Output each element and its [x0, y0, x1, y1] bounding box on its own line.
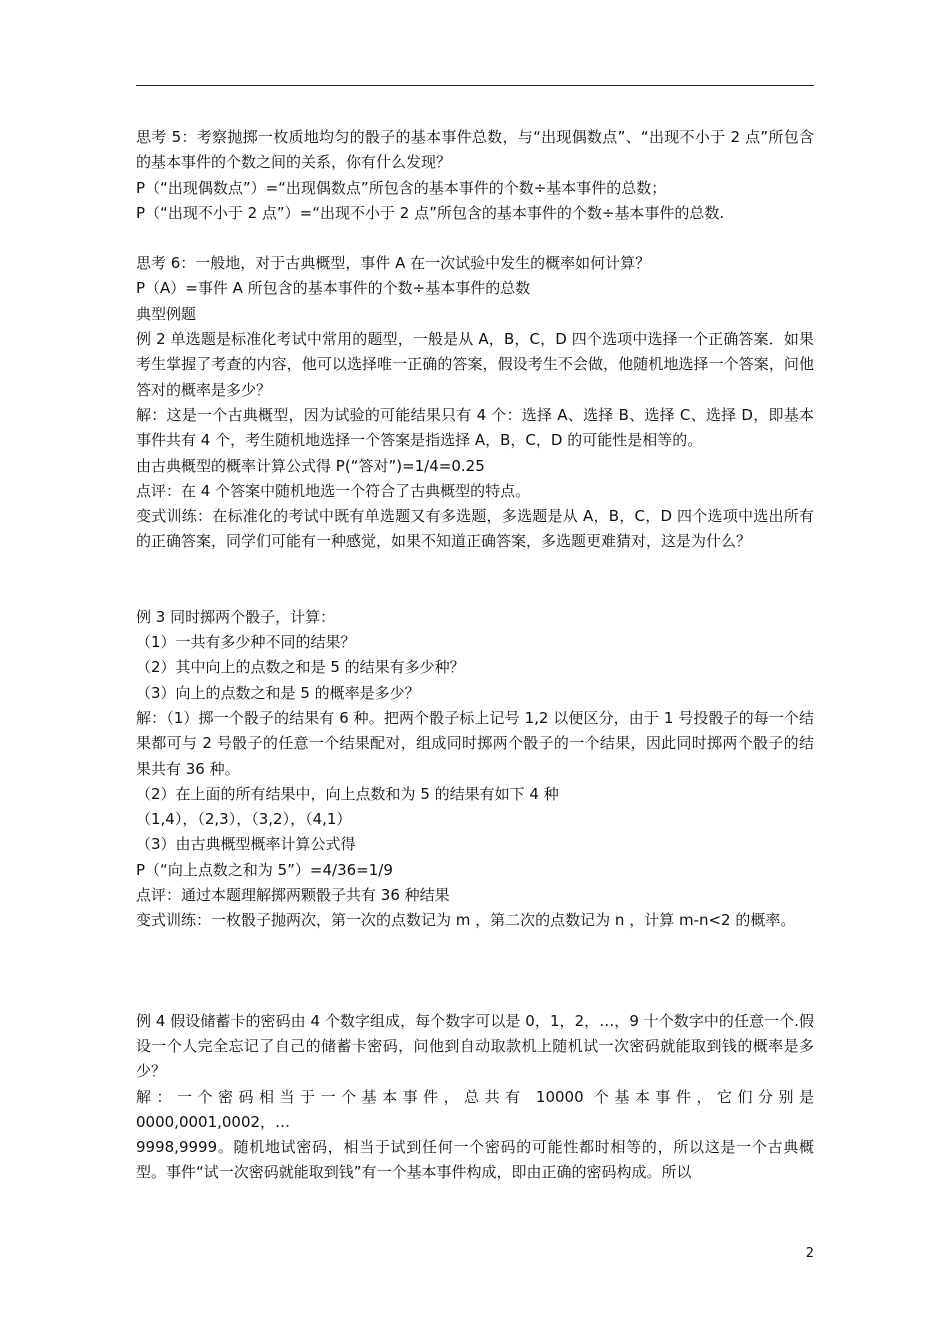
- document-body: [136, 125, 814, 1186]
- example3-pairs: （1,4），（2,3），（3,2），（4,1）: [136, 810, 352, 829]
- example3-comment: 点评：通过本题理解掷两颗骰子共有 36 种结果: [136, 886, 450, 905]
- think6-answer: P（A）=事件 A 所包含的基本事件的个数÷基本事件的总数: [136, 279, 531, 298]
- spacer: [136, 934, 814, 1009]
- example3-question: 例 3 同时掷两个骰子，计算：: [136, 607, 336, 626]
- section-title: 典型例题: [136, 304, 197, 323]
- think5-answer-2: P（“出现不小于 2 点”）=“出现不小于 2 点”所包含的基本事件的个数÷基本事件的总数.: [136, 203, 725, 222]
- example4-solution-c: 9998,9999。随机地试密码，相当于试到任何一个密码的可能性都时相等的，所以这是一个古典概型。事件“试一次密码就能取到钱”有一个基本事件构成，即由正确的密码构成。所以: [136, 1138, 814, 1182]
- page-number: 2: [805, 1246, 814, 1261]
- spacer: [136, 226, 814, 251]
- example2-variant: 变式训练：在标准化的考试中既有单选题又有多选题，多选题是从 A，B，C，D 四个选项中选出所有的正确答案，同学们可能有一种感觉，如果不知道正确答案，多选题更难猜对，这是为什么？: [136, 507, 814, 551]
- example4-solution-a: 解：一个密码相当于一个基本事件，总共有 10000 个基本事件，它们分别是: [136, 1087, 814, 1106]
- example3-solution-3: （3）由古典概型概率计算公式得: [136, 835, 356, 854]
- example2-question: 例 2 单选题是标准化考试中常用的题型，一般是从 A，B，C，D 四个选项中选择一个正确答案．如果考生掌握了考查的内容，他可以选择唯一正确的答案，假设考生不会做，他随机地选择一个答案，问他答对的概率是多少？: [136, 330, 814, 399]
- example3-solution-2: （2）在上面的所有结果中，向上点数和为 5 的结果有如下 4 种: [136, 784, 559, 803]
- example3-sub1: （1）一共有多少种不同的结果？: [136, 633, 356, 652]
- example2-solution: 解：这是一个古典概型，因为试验的可能结果只有 4 个：选择 A、选择 B、选择 C、选择 D，即基本事件共有 4 个，考生随机地选择一个答案是指选择 A，B，C，D 的可能性是相等的。: [136, 405, 814, 450]
- example4-question: 例 4 假设储蓄卡的密码由 4 个数字组成，每个数字可以是 0，1，2，…，9 十个数字中的任意一个.假设一个人完全忘记了自己的储蓄卡密码，问他到自动取款机上随机试一次密码就能取到钱的概率是多少？: [136, 1011, 814, 1081]
- example3-sub3: （3）向上的点数之和是 5 的概率是多少？: [136, 683, 420, 702]
- example3-variant: 变式训练：一枚骰子抛两次，第一次的点数记为 m ，第二次的点数记为 n ，计算 m-n<2 的概率。: [136, 911, 796, 930]
- think6-question: 思考 6：一般地，对于古典概型，事件 A 在一次试验中发生的概率如何计算？: [136, 254, 651, 273]
- think5-question: 思考 5：考察抛掷一枚质地均匀的骰子的基本事件总数，与“出现偶数点”、“出现不小于 2 点”所包含的基本事件的个数之间的关系，你有什么发现？: [136, 128, 814, 172]
- example2-comment: 点评：在 4 个答案中随机地选一个符合了古典概型的特点。: [136, 481, 531, 500]
- spacer: [136, 555, 814, 605]
- example3-sub2: （2）其中向上的点数之和是 5 的结果有多少种？: [136, 658, 465, 677]
- example4-solution-b: 0000,0001,0002，…: [136, 1112, 291, 1131]
- header-rule: [136, 85, 814, 86]
- example3-solution-1: 解：（1）掷一个骰子的结果有 6 种。把两个骰子标上记号 1,2 以便区分，由于 1 号投骰子的每一个结果都可与 2 号骰子的任意一个结果配对，组成同时掷两个骰子的一个结果，因此同时掷两个骰子的结果共有 36 种。: [136, 708, 814, 778]
- think5-answer-1: P（“出现偶数点”）=“出现偶数点”所包含的基本事件的个数÷基本事件的总数；: [136, 178, 667, 197]
- example2-calculation: 由古典概型的概率计算公式得 P(“答对”)=1/4=0.25: [136, 456, 485, 475]
- example3-formula: P（“向上点数之和为 5”）=4/36=1/9: [136, 860, 393, 879]
